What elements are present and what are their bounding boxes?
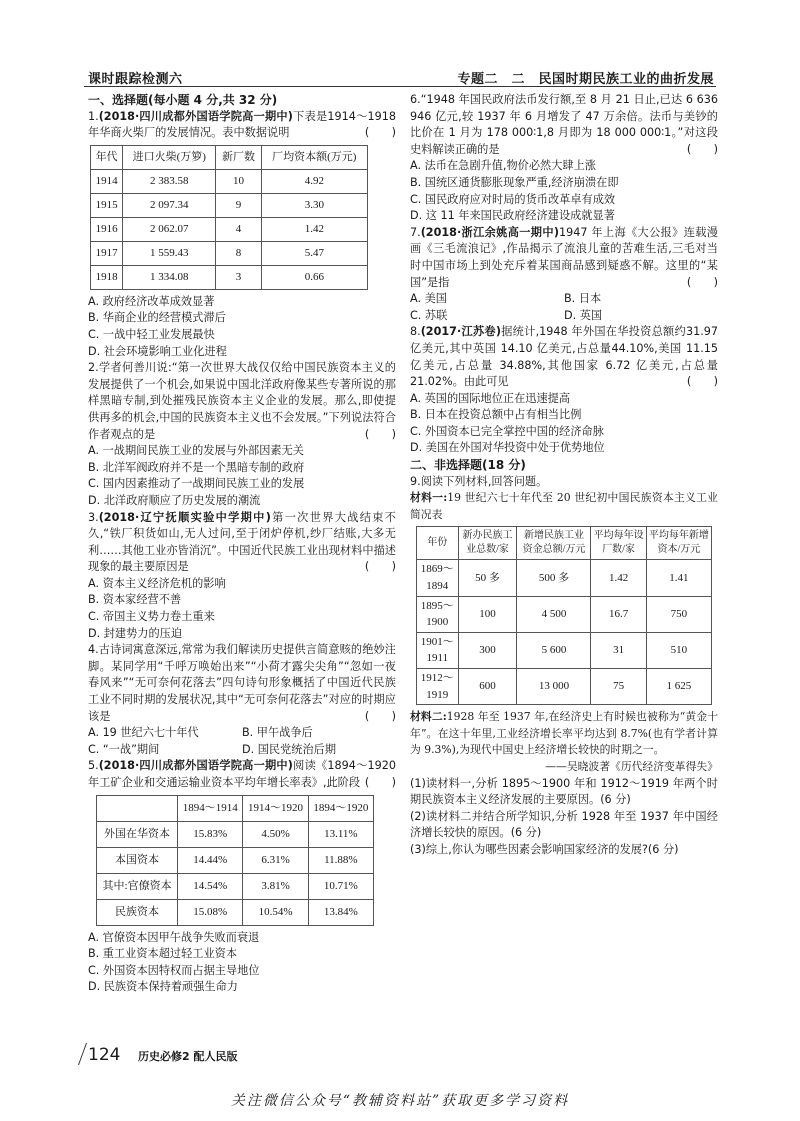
q9-cell: 16.7 (591, 596, 646, 632)
q4-paren: ( ) (364, 709, 396, 723)
q2-option-b: B. 北洋军阀政府并不是一个黑暗专制的政府 (88, 460, 305, 474)
q2-option-d: D. 北洋政府顺应了历史发展的潮流 (88, 493, 261, 507)
q3-num: 3. (88, 510, 99, 524)
q3-option-a: A. 资本主义经济危机的影响 (88, 576, 226, 590)
left-column (88, 92, 396, 996)
q2-stem: 学者何善川说:“第一次世界大战仅仅给中国民族资本主义的发展提供了一个机会,如果说中国北洋政府像某些专著所说的那样黑暗专制,到处摧残民族资本主义企业的发展。那么,即使提供再多的机会,中国的民族资本主义也不会发展。”下列说法符合作者观点的是 (88, 361, 396, 441)
q9-cell: 31 (591, 632, 646, 668)
q6-paren: ( ) (686, 142, 718, 156)
q9-cell: 500 多 (517, 560, 591, 596)
q2-num: 2. (88, 361, 99, 375)
q4-option-c: C. “一战”期间 (88, 742, 160, 756)
q9-th: 新增民族工业资金总额/万元 (517, 527, 591, 560)
q9-table (416, 526, 712, 705)
q5-cell: 14.44% (178, 847, 243, 873)
q3-option-b: B. 资本家经营不善 (88, 593, 182, 607)
q8-option-a: A. 英国的国际地位正在迅速提高 (410, 391, 571, 405)
q1-option-c: C. 一战中轻工业发展最快 (88, 327, 215, 341)
q1-stem: 下表是1914～1918 年华商火柴厂的发展情况。表中数据说明 (88, 109, 396, 140)
q9-cell: 4 500 (517, 596, 591, 632)
q1-th: 进口火柴(万箩) (123, 145, 216, 169)
q5-option-c: C. 外国资本因特权而占据主导地位 (88, 963, 260, 977)
footer-divider (78, 1043, 87, 1065)
table-row (91, 217, 368, 241)
q9-th: 新办民族工业总数/家 (458, 527, 517, 560)
q9-cell: 510 (646, 632, 711, 668)
q5-cell: 本国资本 (97, 847, 178, 873)
q1-cell: 4.92 (261, 169, 367, 193)
q9-material2-attribution: ——吴晓波著《历代经济变革得失》 (545, 759, 718, 773)
question-4 (88, 642, 396, 758)
table-row (91, 265, 368, 289)
q1-cell: 1914 (91, 169, 123, 193)
question-6 (410, 92, 718, 225)
q7-option-d: D. 英国 (564, 308, 603, 322)
q1-cell: 1 559.43 (123, 241, 216, 265)
q1-cell: 9 (216, 193, 261, 217)
q9-th: 平均每年新增资本/万元 (646, 527, 711, 560)
header-left: 课时跟踪检测六 (88, 72, 183, 87)
q5-cell: 13.84% (308, 899, 373, 925)
q9-cell: 1895～1900 (417, 596, 459, 632)
q9-stem: 阅读下列材料,回答问题。 (420, 474, 548, 488)
section-choice-title: 一、选择题(每小题 4 分,共 32 分) (88, 93, 278, 107)
q9-cell: 750 (646, 596, 711, 632)
table-row (97, 899, 374, 925)
table-row (91, 193, 368, 217)
q9-cell: 1 625 (646, 669, 711, 705)
q9-cell: 13 000 (517, 669, 591, 705)
q8-stem: 据统计,1948 年外国在华投资总额约31.97 亿美元,其中英国 14.10 亿美元,占总量44.10%,美国 11.15 亿美元,占总量 34.88%,其他国家 6.72 亿美元,占总量 21.02%。由此可见 (410, 325, 718, 389)
q7-option-c: C. 苏联 (410, 308, 448, 322)
q5-cell: 其中:官僚资本 (97, 873, 178, 899)
q1-cell: 1918 (91, 265, 123, 289)
q1-cell: 2 062.07 (123, 217, 216, 241)
book-label: 历史必修2 配人民版 (138, 1050, 238, 1063)
table-row (97, 847, 374, 873)
question-1 (88, 109, 396, 361)
q9-material1-label: 材料一: (410, 491, 448, 505)
q5-table (96, 795, 374, 926)
q5-cell: 14.54% (178, 873, 243, 899)
q9-cell: 5 600 (517, 632, 591, 668)
q1-cell: 3.30 (261, 193, 367, 217)
q8-num: 8. (410, 325, 421, 339)
q5-th (97, 795, 178, 821)
q5-cell: 13.11% (308, 821, 373, 847)
q9-th: 年份 (417, 527, 459, 560)
right-column (410, 92, 718, 859)
q9-cell: 1869～1894 (417, 560, 459, 596)
q1-cell: 1.42 (261, 217, 367, 241)
q1-cell: 2 097.34 (123, 193, 216, 217)
q5-num: 5. (88, 759, 99, 773)
q5-th: 1914～1920 (243, 795, 308, 821)
page-number: 124 (88, 1045, 121, 1065)
q5-paren: ( ) (364, 776, 396, 789)
q6-num: 6. (410, 93, 421, 106)
question-5 (88, 758, 396, 996)
q9-cell: 75 (591, 669, 646, 705)
q1-th: 厂均资本额(万元) (261, 145, 367, 169)
table-row (91, 169, 368, 193)
q3-paren: ( ) (364, 560, 396, 574)
q8-source: (2017·江苏卷) (420, 325, 501, 339)
q9-cell: 50 多 (458, 560, 517, 596)
q7-source: (2018·浙江余姚高一期中) (420, 225, 559, 239)
q4-option-b: B. 甲午战争后 (242, 726, 313, 740)
q1-table (90, 145, 368, 290)
q6-stem: “1948 年国民政府法币发行额,至 8 月 21 日止,已达 6 636 946 亿元,较 1937 年 6 月增发了 47 万余倍。法币与美钞的比价在 1 月为 178 000∶1,8 月即为 18 000 000∶1。”对这段史料解读正确的是 (410, 93, 718, 156)
q8-option-c: C. 外国资本已完全掌控中国的经济命脉 (410, 424, 604, 438)
q3-option-c: C. 帝国主义势力卷土重来 (88, 610, 215, 624)
q1-cell: 1916 (91, 217, 123, 241)
q5-cell: 10.71% (308, 873, 373, 899)
q5-cell: 民族资本 (97, 899, 178, 925)
q7-option-a: A. 美国 (410, 292, 447, 306)
q6-option-a: A. 法币在急剧升值,物价必然大肆上涨 (410, 159, 596, 173)
q1-cell: 1917 (91, 241, 123, 265)
question-2 (88, 360, 396, 509)
q9-material1-text: 19 世纪六七十年代至 20 世纪初中国民族资本主义工业简况表 (410, 491, 718, 521)
question-9 (410, 474, 718, 859)
q9-cell: 300 (458, 632, 517, 668)
q1-cell: 8 (216, 241, 261, 265)
q4-num: 4. (88, 643, 99, 657)
q5-cell: 3.81% (243, 873, 308, 899)
q1-option-a: A. 政府经济改革成效显著 (88, 294, 215, 308)
q1-cell: 0.66 (261, 265, 367, 289)
q5-option-d: D. 民族资本保持着顽强生命力 (88, 980, 238, 994)
q9-num: 9. (410, 474, 421, 488)
q9-cell: 600 (458, 669, 517, 705)
q1-cell: 2 383.58 (123, 169, 216, 193)
q9-cell: 1.41 (646, 560, 711, 596)
q1-cell: 5.47 (261, 241, 367, 265)
question-7 (410, 225, 718, 325)
table-row (97, 873, 374, 899)
q3-stem: 第一次世界大战结束不久,“铁厂积货如山,无人过问,至于闭炉停机,纱厂结账,大多无利……其他工业亦皆消沉”。中国近代民族工业出现材料中描述现象的最主要原因是 (88, 510, 396, 574)
q9-material2-text: 1928 年至 1937 年,在经济史上有时候也被称为“黄金十年”。在这十年里,工业经济增长率平均达到 8.7%(也有学者计算为 9.3%),为现代中国史上经济增长较快的时期之一。 (410, 710, 718, 757)
q1-cell: 4 (216, 217, 261, 241)
q8-option-d: D. 美国在外国对华投资中处于优势地位 (410, 441, 605, 455)
q2-option-a: A. 一战期间民族工业的发展与外部因素无关 (88, 444, 304, 458)
q7-stem: 1947 年上海《大公报》连载漫画《三毛流浪记》,作品揭示了流浪儿童的苦难生活,三毛对当时中国市场上到处充斥着某国商品感到疑惑不解。这里的“某国”是指 (410, 225, 718, 289)
q9-subquestion-3: (3)综上,你认为哪些因素会影响国家经济的发展?(6 分) (410, 842, 679, 856)
q5-cell: 15.08% (178, 899, 243, 925)
q5-cell: 15.83% (178, 821, 243, 847)
question-8 (410, 324, 718, 457)
q6-option-d: D. 这 11 年来国民政府经济建设成就显著 (410, 209, 615, 223)
q4-option-d: D. 国民党统治后期 (242, 742, 337, 756)
q1-source: (2018·四川成都外国语学院高一期中) (98, 109, 293, 123)
q2-option-c: C. 国内因素推动了一战期间民族工业的发展 (88, 477, 305, 491)
q5-cell: 11.88% (308, 847, 373, 873)
q4-option-a: A. 19 世纪六七十年代 (88, 726, 199, 740)
q5-stem: 阅读《1894～1920 年工矿企业和交通运输业资本平均年增长率表》,此阶段 (88, 759, 396, 789)
table-row (91, 241, 368, 265)
table-row (417, 560, 712, 596)
q6-option-b: B. 国统区通货膨胀现象严重,经济崩溃在即 (410, 175, 619, 189)
q5-source: (2018·四川成都外国语学院高一期中) (98, 759, 293, 773)
q5-cell: 10.54% (243, 899, 308, 925)
q9-cell: 100 (458, 596, 517, 632)
q1-th: 新厂数 (216, 145, 261, 169)
q5-option-a: A. 官僚资本因甲午战争失败而衰退 (88, 930, 260, 944)
q5-option-b: B. 重工业资本超过轻工业资本 (88, 947, 238, 961)
q7-paren: ( ) (686, 275, 718, 289)
q9-th: 平均每年设厂数/家 (591, 527, 646, 560)
q1-cell: 1 334.08 (123, 265, 216, 289)
q5-cell: 外国在华资本 (97, 821, 178, 847)
q5-th: 1894～1914 (178, 795, 243, 821)
q2-paren: ( ) (364, 427, 396, 441)
q8-option-b: B. 日本在投资总额中占有相当比例 (410, 408, 582, 422)
q8-paren: ( ) (686, 375, 718, 389)
q9-subquestion-2: (2)读材料二并结合所学知识,分析 1928 年至 1937 年中国经济增长较快的原因。(6 分) (410, 809, 718, 840)
question-3 (88, 510, 396, 643)
q9-cell: 1.42 (591, 560, 646, 596)
q1-cell: 1915 (91, 193, 123, 217)
q7-num: 7. (410, 225, 421, 239)
q9-subquestion-1: (1)读材料一,分析 1895～1900 年和 1912～1919 年两个时期民族资本主义经济发展的主要原因。(6 分) (410, 776, 718, 807)
q1-cell: 3 (216, 265, 261, 289)
table-row (97, 821, 374, 847)
q5-cell: 6.31% (243, 847, 308, 873)
q5-cell: 4.50% (243, 821, 308, 847)
section-open-title: 二、非选择题(18 分) (410, 458, 526, 473)
q7-option-b: B. 日本 (564, 292, 602, 306)
q9-cell: 1912～1919 (417, 669, 459, 705)
table-row (417, 596, 712, 632)
table-row (417, 632, 712, 668)
q1-option-d: D. 社会环境影响工业化进程 (88, 344, 227, 358)
q6-option-c: C. 国民政府应对时局的货币改革卓有成效 (410, 192, 616, 206)
q1-option-b: B. 华商企业的经营模式滞后 (88, 311, 226, 325)
q1-th: 年代 (91, 145, 123, 169)
q1-paren: ( ) (364, 126, 396, 140)
table-row (417, 669, 712, 705)
q1-num: 1. (88, 109, 99, 123)
q1-cell: 10 (216, 169, 261, 193)
q9-cell: 1901～1911 (417, 632, 459, 668)
q4-stem: 古诗词寓意深远,常常为我们解读历史提供言简意赅的绝妙注脚。某同学用“千呼万唤始出来”“小荷才露尖尖角”“忽如一夜春风来”“无可奈何花落去”四句诗句形象概括了中国近代民族工业不同时期的发展状况,其中“无可奈何花落去”对应的时期应该是 (88, 643, 396, 723)
q9-material2-label: 材料二: (410, 710, 447, 724)
q5-th: 1894～1920 (308, 795, 373, 821)
header-rule (84, 86, 716, 87)
header-right: 专题二 二 民国时期民族工业的曲折发展 (457, 72, 714, 87)
q3-option-d: D. 封建势力的压迫 (88, 626, 183, 640)
handwritten-note: 关注微信公众号“教辅资料站”获取更多学习资料 (230, 1093, 570, 1109)
q3-source: (2018·辽宁抚顺实验中学期中) (98, 510, 271, 524)
